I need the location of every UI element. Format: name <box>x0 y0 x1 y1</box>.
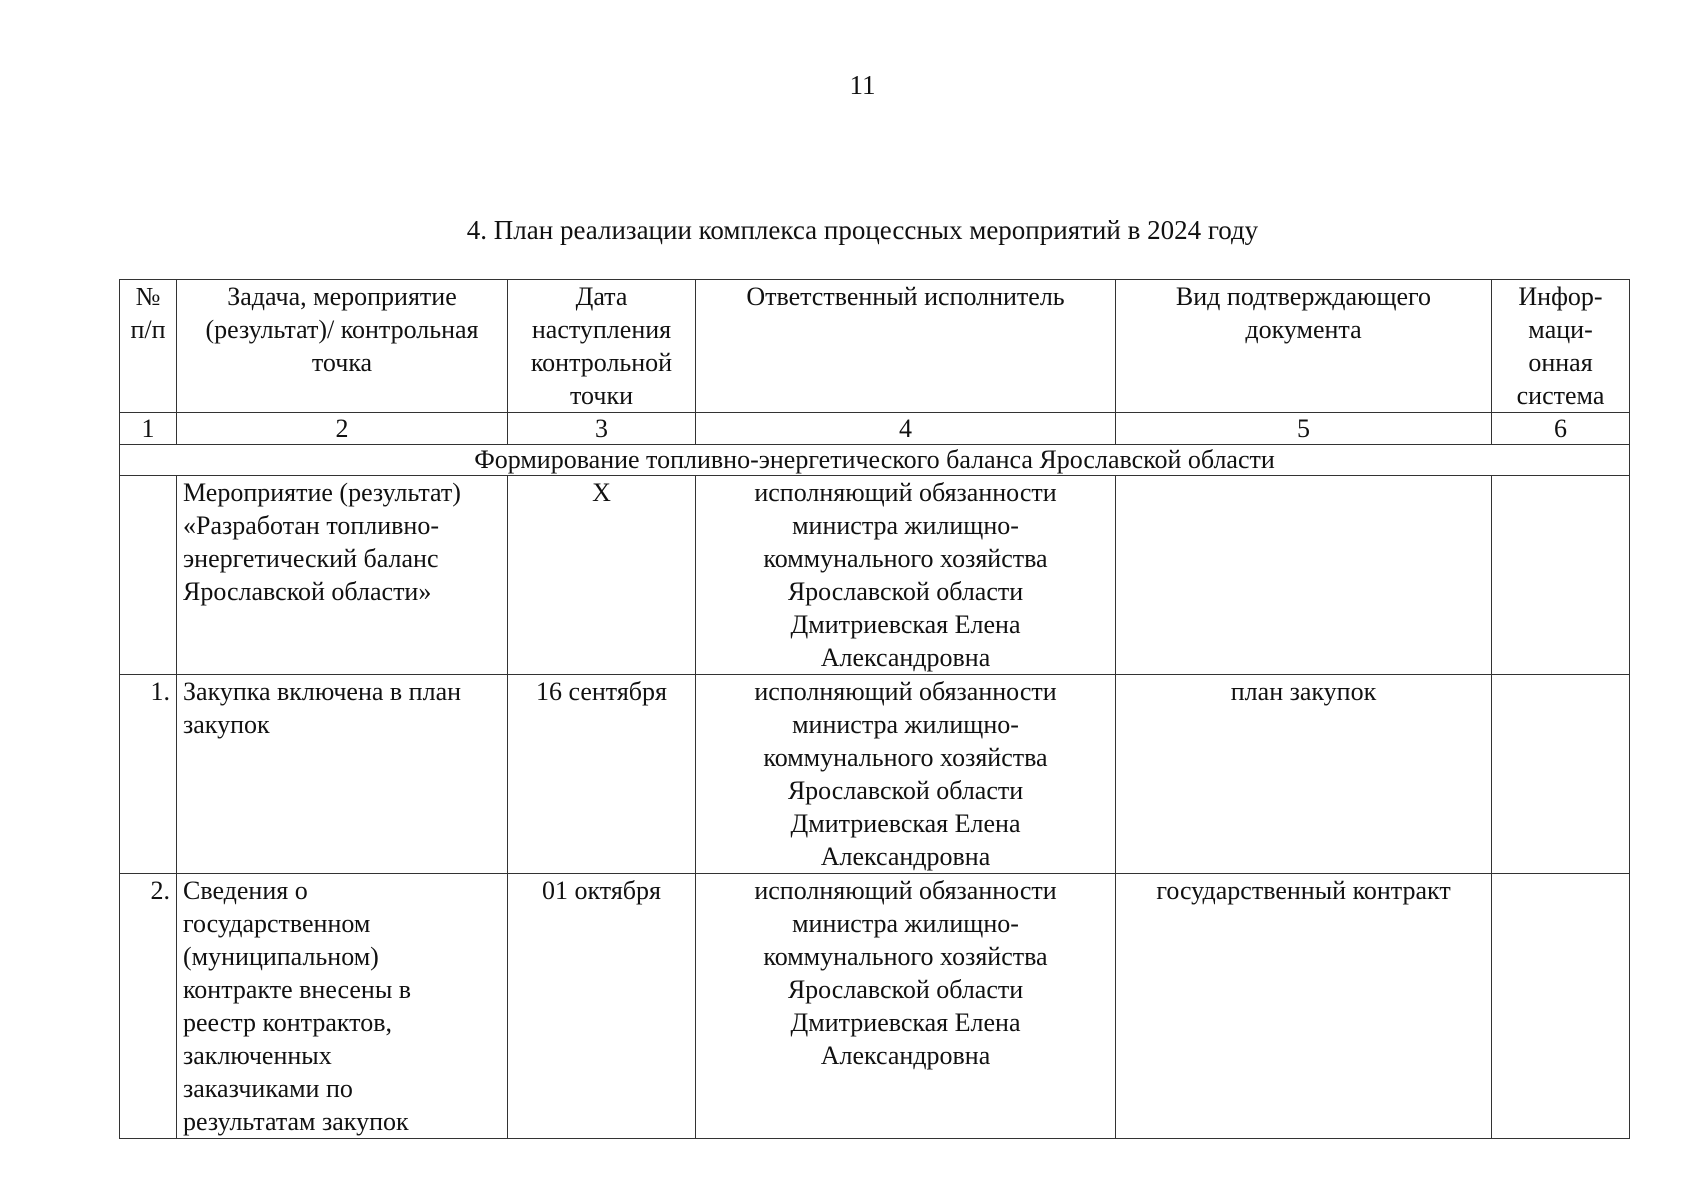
responsible-line: коммунального хозяйства <box>763 743 1048 772</box>
task-line: Сведения о <box>183 876 308 905</box>
row-number: 2. <box>120 874 177 1139</box>
responsible-line: Александровна <box>820 1041 991 1070</box>
row-number: 1. <box>120 675 177 874</box>
column-number: 3 <box>508 413 696 445</box>
task-line: Закупка включена в план <box>183 677 462 706</box>
column-number: 1 <box>120 413 177 445</box>
header-task <box>177 280 508 413</box>
responsible-line: исполняющий обязанности <box>754 876 1057 905</box>
header-line: Ответственный исполнитель <box>746 282 1065 311</box>
header-line: контрольной <box>530 348 673 377</box>
task-line: государственном <box>183 909 371 938</box>
row-task <box>177 675 508 874</box>
header-line: Дата <box>575 282 628 311</box>
row-document: план закупок <box>1116 675 1492 874</box>
responsible-line: коммунального хозяйства <box>763 942 1048 971</box>
row-task <box>177 476 508 675</box>
header-responsible <box>696 280 1116 413</box>
responsible-line: исполняющий обязанности <box>754 478 1057 507</box>
task-line: заказчиками по <box>183 1074 353 1103</box>
task-line: контракте внесены в <box>183 975 412 1004</box>
header-line: система <box>1516 381 1605 410</box>
responsible-line: исполняющий обязанности <box>754 677 1057 706</box>
responsible-line: Александровна <box>820 842 991 871</box>
column-numbers-row <box>120 413 1630 445</box>
header-line: Инфор- <box>1518 282 1603 311</box>
row-responsible <box>696 675 1116 874</box>
header-document <box>1116 280 1492 413</box>
document-title: 4. План реализации комплекса процессных мероприятий в 2024 году <box>466 215 1259 245</box>
row-date: Х <box>508 476 696 675</box>
responsible-line: Ярославской области <box>787 776 1024 805</box>
task-line: заключенных <box>183 1041 332 1070</box>
header-line: точки <box>570 381 633 410</box>
row-number <box>120 476 177 675</box>
task-line: «Разработан топливно- <box>183 511 440 540</box>
row-document <box>1116 476 1492 675</box>
row-system <box>1492 476 1630 675</box>
responsible-line: коммунального хозяйства <box>763 544 1048 573</box>
responsible-line: Дмитриевская Елена <box>790 610 1021 639</box>
column-number: 2 <box>177 413 508 445</box>
row-document: государственный контракт <box>1116 874 1492 1139</box>
header-line: онная <box>1528 348 1593 377</box>
row-task <box>177 874 508 1139</box>
header-line: п/п <box>130 315 166 344</box>
section-title: Формирование топливно-энергетического баланса Ярославской области <box>120 445 1630 476</box>
responsible-line: министра жилищно- <box>792 710 1019 739</box>
table-row <box>120 874 1630 1139</box>
row-responsible <box>696 476 1116 675</box>
table-header-row <box>120 280 1630 413</box>
header-system <box>1492 280 1630 413</box>
column-number: 6 <box>1492 413 1630 445</box>
row-date: 16 сентября <box>508 675 696 874</box>
header-line: Вид подтверждающего <box>1175 282 1432 311</box>
header-line: точка <box>311 348 373 377</box>
task-line: Мероприятие (результат) <box>183 478 461 507</box>
responsible-line: Дмитриевская Елена <box>790 809 1021 838</box>
responsible-line: министра жилищно- <box>792 511 1019 540</box>
responsible-line: Ярославской области <box>787 975 1024 1004</box>
responsible-line: министра жилищно- <box>792 909 1019 938</box>
column-number: 5 <box>1116 413 1492 445</box>
section-row <box>120 445 1630 476</box>
responsible-line: Александровна <box>820 643 991 672</box>
row-responsible <box>696 874 1116 1139</box>
responsible-line: Ярославской области <box>787 577 1024 606</box>
task-line: результатам закупок <box>183 1107 409 1136</box>
header-line: документа <box>1245 315 1362 344</box>
table-row <box>120 476 1630 675</box>
page-number: 11 <box>849 70 876 100</box>
header-date <box>508 280 696 413</box>
task-line: реестр контрактов, <box>183 1008 392 1037</box>
responsible-line: Дмитриевская Елена <box>790 1008 1021 1037</box>
header-line: наступления <box>531 315 672 344</box>
row-system <box>1492 874 1630 1139</box>
header-line: № <box>135 282 161 311</box>
header-line: (результат)/ контрольная <box>205 315 479 344</box>
implementation-plan-table <box>119 279 1630 1139</box>
column-number: 4 <box>696 413 1116 445</box>
header-number <box>120 280 177 413</box>
task-line: закупок <box>183 710 270 739</box>
task-line: (муниципальном) <box>183 942 379 971</box>
task-line: Ярославской области» <box>183 577 432 606</box>
header-line: Задача, мероприятие <box>227 282 457 311</box>
header-line: мaци- <box>1528 315 1593 344</box>
row-system <box>1492 675 1630 874</box>
table-row <box>120 675 1630 874</box>
task-line: энергетический баланс <box>183 544 439 573</box>
row-date: 01 октября <box>508 874 696 1139</box>
